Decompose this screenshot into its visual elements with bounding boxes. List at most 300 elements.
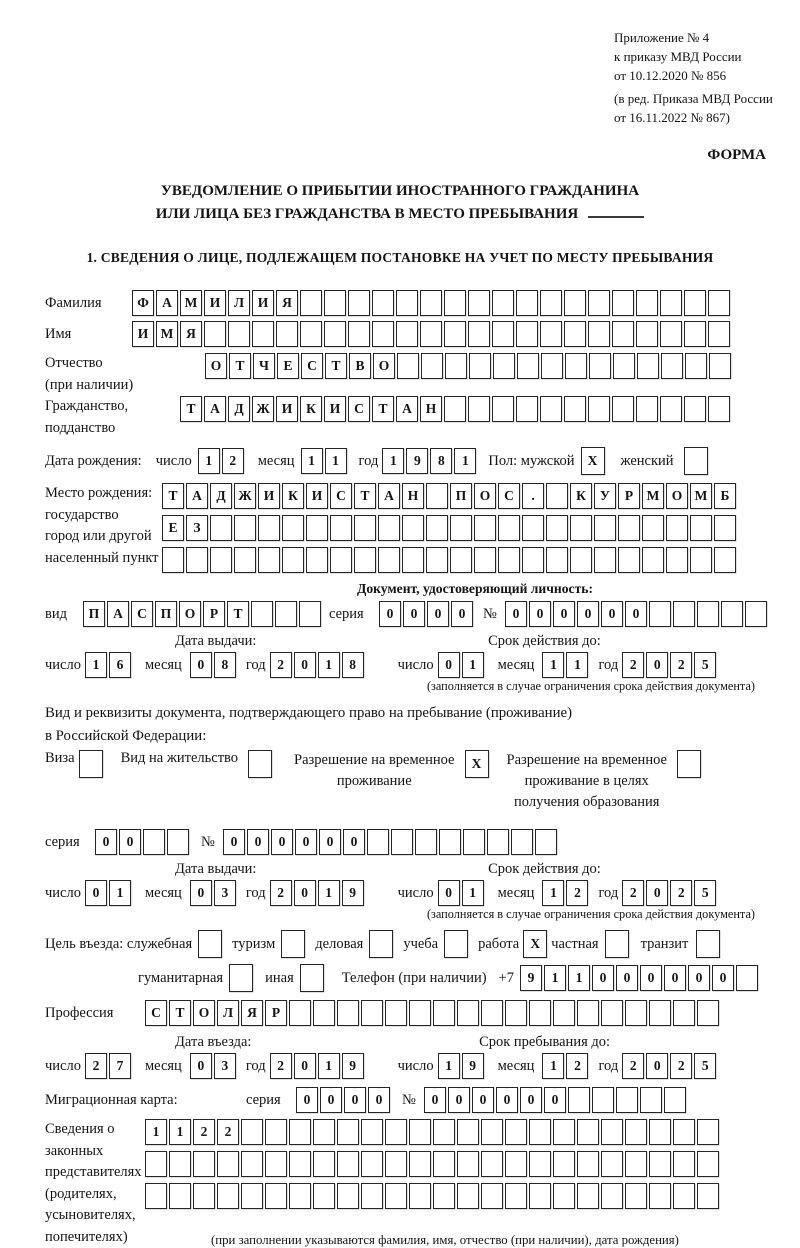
form-cell[interactable]	[204, 321, 226, 347]
form-cell[interactable]	[529, 1000, 551, 1026]
form-cell[interactable]: Р	[618, 483, 640, 509]
form-cell[interactable]	[625, 1151, 647, 1177]
form-cell[interactable]	[367, 829, 389, 855]
form-cell[interactable]	[487, 829, 509, 855]
form-cell[interactable]: 1	[145, 1119, 167, 1145]
form-cell[interactable]: А	[378, 483, 400, 509]
form-cell[interactable]	[409, 1000, 431, 1026]
form-cell[interactable]: 1	[198, 448, 220, 474]
form-cell[interactable]: С	[131, 601, 153, 627]
form-cell[interactable]: 1	[318, 880, 340, 906]
form-cell[interactable]: 9	[520, 965, 542, 991]
form-cell[interactable]: 7	[109, 1053, 131, 1079]
form-cell[interactable]	[535, 829, 557, 855]
form-cell[interactable]	[492, 321, 514, 347]
form-cell[interactable]	[439, 829, 461, 855]
form-cell[interactable]	[433, 1000, 455, 1026]
form-cell[interactable]	[577, 1183, 599, 1209]
form-cell[interactable]	[450, 547, 472, 573]
form-cell[interactable]: 0	[344, 1087, 366, 1113]
form-cell[interactable]: М	[156, 321, 178, 347]
form-cell[interactable]	[361, 1183, 383, 1209]
form-cell[interactable]	[402, 547, 424, 573]
form-cell[interactable]	[564, 396, 586, 422]
form-cell[interactable]: 2	[270, 880, 292, 906]
form-cell[interactable]	[636, 321, 658, 347]
form-cell[interactable]	[588, 321, 610, 347]
form-cell[interactable]	[481, 1119, 503, 1145]
form-cell[interactable]: И	[324, 396, 346, 422]
form-cell[interactable]	[553, 1151, 575, 1177]
form-cell[interactable]	[361, 1151, 383, 1177]
form-cell[interactable]	[463, 829, 485, 855]
form-cell[interactable]	[289, 1119, 311, 1145]
form-cell[interactable]	[258, 547, 280, 573]
form-cell[interactable]	[577, 1151, 599, 1177]
form-cell[interactable]: Е	[277, 353, 299, 379]
form-cell[interactable]	[540, 396, 562, 422]
form-cell[interactable]	[553, 1183, 575, 1209]
form-cell[interactable]: 0	[368, 1087, 390, 1113]
form-cell[interactable]: И	[204, 290, 226, 316]
form-cell[interactable]	[708, 290, 730, 316]
form-cell[interactable]: 0	[343, 829, 365, 855]
form-cell[interactable]	[306, 547, 328, 573]
form-cell[interactable]	[568, 1087, 590, 1113]
form-cell[interactable]	[444, 321, 466, 347]
form-cell[interactable]: 1	[318, 652, 340, 678]
form-cell[interactable]: С	[330, 483, 352, 509]
form-cell[interactable]: О	[179, 601, 201, 627]
form-cell[interactable]	[517, 353, 539, 379]
form-cell[interactable]	[511, 829, 533, 855]
form-cell[interactable]: О	[193, 1000, 215, 1026]
form-cell[interactable]: 0	[472, 1087, 494, 1113]
form-cell[interactable]	[169, 1151, 191, 1177]
form-cell[interactable]	[300, 964, 324, 992]
form-cell[interactable]: Б	[714, 483, 736, 509]
form-cell[interactable]: 2	[622, 1053, 644, 1079]
form-cell[interactable]: 5	[694, 880, 716, 906]
form-cell[interactable]	[529, 1151, 551, 1177]
form-cell[interactable]	[468, 290, 490, 316]
form-cell[interactable]	[492, 396, 514, 422]
form-cell[interactable]	[677, 750, 701, 778]
form-cell[interactable]: 3	[214, 1053, 236, 1079]
form-cell[interactable]: 0	[190, 880, 212, 906]
form-cell[interactable]: Е	[162, 515, 184, 541]
form-cell[interactable]: Р	[265, 1000, 287, 1026]
form-cell[interactable]: 2	[270, 1053, 292, 1079]
form-cell[interactable]	[673, 1183, 695, 1209]
form-cell[interactable]	[697, 1119, 719, 1145]
form-cell[interactable]	[594, 515, 616, 541]
form-cell[interactable]: 9	[462, 1053, 484, 1079]
form-cell[interactable]	[397, 353, 419, 379]
form-cell[interactable]	[468, 321, 490, 347]
form-cell[interactable]	[372, 321, 394, 347]
form-cell[interactable]: 0	[505, 601, 527, 627]
form-cell[interactable]	[505, 1151, 527, 1177]
form-cell[interactable]	[234, 547, 256, 573]
form-cell[interactable]	[426, 515, 448, 541]
form-cell[interactable]	[324, 290, 346, 316]
form-cell[interactable]	[313, 1151, 335, 1177]
form-cell[interactable]	[708, 321, 730, 347]
form-cell[interactable]: О	[373, 353, 395, 379]
form-cell[interactable]: Т	[372, 396, 394, 422]
form-cell[interactable]	[265, 1119, 287, 1145]
form-cell[interactable]	[661, 353, 683, 379]
form-cell[interactable]: Т	[162, 483, 184, 509]
form-cell[interactable]	[540, 290, 562, 316]
form-cell[interactable]: 0	[403, 601, 425, 627]
form-cell[interactable]	[505, 1183, 527, 1209]
form-cell[interactable]: 1	[325, 448, 347, 474]
form-cell[interactable]	[642, 547, 664, 573]
form-cell[interactable]	[354, 515, 376, 541]
form-cell[interactable]: А	[156, 290, 178, 316]
form-cell[interactable]	[721, 601, 743, 627]
form-cell[interactable]	[564, 321, 586, 347]
form-cell[interactable]	[636, 290, 658, 316]
form-cell[interactable]	[433, 1119, 455, 1145]
form-cell[interactable]: 0	[247, 829, 269, 855]
form-cell[interactable]	[433, 1183, 455, 1209]
form-cell[interactable]	[690, 547, 712, 573]
form-cell[interactable]: 2	[85, 1053, 107, 1079]
form-cell[interactable]	[378, 547, 400, 573]
form-cell[interactable]: 0	[294, 1053, 316, 1079]
form-cell[interactable]	[361, 1000, 383, 1026]
form-cell[interactable]	[481, 1151, 503, 1177]
form-cell[interactable]: З	[186, 515, 208, 541]
form-cell[interactable]	[498, 547, 520, 573]
form-cell[interactable]	[605, 930, 629, 958]
form-cell[interactable]	[469, 353, 491, 379]
form-cell[interactable]	[241, 1151, 263, 1177]
form-cell[interactable]	[162, 547, 184, 573]
form-cell[interactable]	[313, 1183, 335, 1209]
form-cell[interactable]	[564, 290, 586, 316]
form-cell[interactable]	[673, 601, 695, 627]
form-cell[interactable]	[167, 829, 189, 855]
form-cell[interactable]	[618, 515, 640, 541]
form-cell[interactable]: 0	[296, 1087, 318, 1113]
form-cell[interactable]: 1	[568, 965, 590, 991]
form-cell[interactable]: 0	[295, 829, 317, 855]
form-cell[interactable]: С	[301, 353, 323, 379]
form-cell[interactable]	[684, 290, 706, 316]
form-cell[interactable]	[612, 321, 634, 347]
form-cell[interactable]: 0	[95, 829, 117, 855]
form-cell[interactable]	[409, 1119, 431, 1145]
form-cell[interactable]: 0	[379, 601, 401, 627]
form-cell[interactable]	[396, 321, 418, 347]
form-cell[interactable]: П	[155, 601, 177, 627]
form-cell[interactable]: 0	[688, 965, 710, 991]
form-cell[interactable]: 2	[622, 880, 644, 906]
form-cell[interactable]	[210, 547, 232, 573]
form-cell[interactable]	[241, 1183, 263, 1209]
form-cell[interactable]	[354, 547, 376, 573]
form-cell[interactable]	[589, 353, 611, 379]
form-cell[interactable]	[594, 547, 616, 573]
form-cell[interactable]: Ф	[132, 290, 154, 316]
form-cell[interactable]: 0	[190, 652, 212, 678]
form-cell[interactable]	[198, 930, 222, 958]
form-cell[interactable]	[234, 515, 256, 541]
form-cell[interactable]	[402, 515, 424, 541]
form-cell[interactable]: М	[690, 483, 712, 509]
form-cell[interactable]	[391, 829, 413, 855]
form-cell[interactable]: 0	[646, 880, 668, 906]
form-cell[interactable]	[248, 750, 272, 778]
form-cell[interactable]: К	[282, 483, 304, 509]
form-cell[interactable]: А	[396, 396, 418, 422]
form-cell[interactable]	[601, 1119, 623, 1145]
form-cell[interactable]	[625, 1119, 647, 1145]
form-cell[interactable]	[660, 396, 682, 422]
form-cell[interactable]: Д	[210, 483, 232, 509]
form-cell[interactable]: 5	[694, 652, 716, 678]
form-cell[interactable]: А	[204, 396, 226, 422]
form-cell[interactable]: 0	[85, 880, 107, 906]
form-cell[interactable]	[193, 1183, 215, 1209]
form-cell[interactable]: 2	[670, 652, 692, 678]
form-cell[interactable]: 0	[448, 1087, 470, 1113]
form-cell[interactable]	[553, 1119, 575, 1145]
form-cell[interactable]	[649, 1119, 671, 1145]
form-cell[interactable]: 1	[542, 652, 564, 678]
form-cell[interactable]	[546, 483, 568, 509]
form-cell[interactable]	[385, 1119, 407, 1145]
form-cell[interactable]	[210, 515, 232, 541]
form-cell[interactable]	[649, 1000, 671, 1026]
form-cell[interactable]	[481, 1000, 503, 1026]
form-cell[interactable]: С	[145, 1000, 167, 1026]
form-cell[interactable]: 0	[625, 601, 647, 627]
form-cell[interactable]	[420, 321, 442, 347]
form-cell[interactable]	[415, 829, 437, 855]
form-cell[interactable]	[282, 515, 304, 541]
form-cell[interactable]	[709, 353, 731, 379]
form-cell[interactable]: 0	[496, 1087, 518, 1113]
form-cell[interactable]	[649, 1183, 671, 1209]
form-cell[interactable]	[516, 396, 538, 422]
form-cell[interactable]	[444, 396, 466, 422]
form-cell[interactable]	[282, 547, 304, 573]
form-cell[interactable]: 2	[622, 652, 644, 678]
form-cell[interactable]	[289, 1000, 311, 1026]
form-cell[interactable]: Т	[227, 601, 249, 627]
form-cell[interactable]	[275, 601, 297, 627]
form-cell[interactable]: 8	[342, 652, 364, 678]
form-cell[interactable]	[337, 1183, 359, 1209]
form-cell[interactable]: 0	[190, 1053, 212, 1079]
form-cell[interactable]	[516, 290, 538, 316]
form-cell[interactable]: 1	[301, 448, 323, 474]
form-cell[interactable]: У	[594, 483, 616, 509]
form-cell[interactable]: 0	[271, 829, 293, 855]
form-cell[interactable]	[265, 1183, 287, 1209]
form-cell[interactable]	[409, 1183, 431, 1209]
form-cell[interactable]	[348, 321, 370, 347]
form-cell[interactable]: Я	[276, 290, 298, 316]
form-cell[interactable]: Н	[420, 396, 442, 422]
form-cell[interactable]: 1	[462, 880, 484, 906]
form-cell[interactable]	[660, 290, 682, 316]
form-cell[interactable]: 9	[406, 448, 428, 474]
form-cell[interactable]: 0	[320, 1087, 342, 1113]
form-cell[interactable]	[420, 290, 442, 316]
form-cell[interactable]	[505, 1119, 527, 1145]
form-cell[interactable]: 0	[601, 601, 623, 627]
form-cell[interactable]	[300, 321, 322, 347]
form-cell[interactable]: 0	[529, 601, 551, 627]
form-cell[interactable]	[313, 1119, 335, 1145]
form-cell[interactable]	[613, 353, 635, 379]
form-cell[interactable]	[649, 601, 671, 627]
form-cell[interactable]: 1	[462, 652, 484, 678]
form-cell[interactable]: 0	[424, 1087, 446, 1113]
form-cell[interactable]	[265, 1151, 287, 1177]
form-cell[interactable]	[649, 1151, 671, 1177]
form-cell[interactable]: Л	[228, 290, 250, 316]
form-cell[interactable]	[468, 396, 490, 422]
form-cell[interactable]: С	[348, 396, 370, 422]
form-cell[interactable]	[361, 1119, 383, 1145]
form-cell[interactable]	[289, 1151, 311, 1177]
form-cell[interactable]	[618, 547, 640, 573]
form-cell[interactable]	[516, 321, 538, 347]
form-cell[interactable]	[369, 930, 393, 958]
form-cell[interactable]: А	[186, 483, 208, 509]
form-cell[interactable]: И	[132, 321, 154, 347]
form-cell[interactable]: 2	[670, 1053, 692, 1079]
form-cell[interactable]: 1	[542, 880, 564, 906]
form-cell[interactable]: 2	[270, 652, 292, 678]
form-cell[interactable]	[570, 547, 592, 573]
form-cell[interactable]	[642, 515, 664, 541]
form-cell[interactable]	[145, 1183, 167, 1209]
form-cell[interactable]: Л	[217, 1000, 239, 1026]
form-cell[interactable]	[696, 930, 720, 958]
form-cell[interactable]: П	[83, 601, 105, 627]
form-cell[interactable]: 8	[214, 652, 236, 678]
form-cell[interactable]: 1	[109, 880, 131, 906]
form-cell[interactable]: Н	[402, 483, 424, 509]
form-cell[interactable]	[276, 321, 298, 347]
form-cell[interactable]: X	[581, 447, 605, 475]
form-cell[interactable]	[143, 829, 165, 855]
form-cell[interactable]	[426, 483, 448, 509]
form-cell[interactable]	[385, 1151, 407, 1177]
form-cell[interactable]: .	[522, 483, 544, 509]
form-cell[interactable]	[636, 396, 658, 422]
form-cell[interactable]	[474, 547, 496, 573]
form-cell[interactable]: И	[276, 396, 298, 422]
form-cell[interactable]: Т	[354, 483, 376, 509]
form-cell[interactable]	[697, 1151, 719, 1177]
form-cell[interactable]: Т	[229, 353, 251, 379]
form-cell[interactable]: 0	[294, 652, 316, 678]
form-cell[interactable]	[450, 515, 472, 541]
form-cell[interactable]: X	[523, 930, 547, 958]
form-cell[interactable]	[714, 547, 736, 573]
form-cell[interactable]: В	[349, 353, 371, 379]
form-cell[interactable]	[433, 1151, 455, 1177]
form-cell[interactable]	[666, 515, 688, 541]
form-cell[interactable]	[79, 750, 103, 778]
form-cell[interactable]	[612, 396, 634, 422]
form-cell[interactable]	[378, 515, 400, 541]
form-cell[interactable]: Т	[169, 1000, 191, 1026]
form-cell[interactable]	[588, 290, 610, 316]
form-cell[interactable]: 0	[592, 965, 614, 991]
form-cell[interactable]: 1	[454, 448, 476, 474]
form-cell[interactable]: М	[180, 290, 202, 316]
form-cell[interactable]	[217, 1183, 239, 1209]
form-cell[interactable]	[396, 290, 418, 316]
form-cell[interactable]	[251, 601, 273, 627]
form-cell[interactable]: 8	[430, 448, 452, 474]
form-cell[interactable]	[684, 321, 706, 347]
form-cell[interactable]	[736, 965, 758, 991]
form-cell[interactable]	[457, 1000, 479, 1026]
form-cell[interactable]	[505, 1000, 527, 1026]
form-cell[interactable]	[186, 547, 208, 573]
form-cell[interactable]: К	[300, 396, 322, 422]
form-cell[interactable]	[592, 1087, 614, 1113]
form-cell[interactable]: 0	[712, 965, 734, 991]
form-cell[interactable]: О	[205, 353, 227, 379]
form-cell[interactable]: 0	[438, 652, 460, 678]
form-cell[interactable]	[697, 1183, 719, 1209]
form-cell[interactable]	[673, 1151, 695, 1177]
form-cell[interactable]	[565, 353, 587, 379]
form-cell[interactable]: 2	[670, 880, 692, 906]
form-cell[interactable]	[444, 930, 468, 958]
form-cell[interactable]	[300, 290, 322, 316]
form-cell[interactable]: X	[465, 750, 489, 778]
form-cell[interactable]	[625, 1000, 647, 1026]
form-cell[interactable]	[637, 353, 659, 379]
form-cell[interactable]: 2	[566, 1053, 588, 1079]
form-cell[interactable]	[313, 1000, 335, 1026]
form-cell[interactable]	[546, 515, 568, 541]
form-cell[interactable]	[348, 290, 370, 316]
form-cell[interactable]: 1	[85, 652, 107, 678]
form-cell[interactable]	[474, 515, 496, 541]
form-cell[interactable]	[553, 1000, 575, 1026]
form-cell[interactable]: 1	[169, 1119, 191, 1145]
form-cell[interactable]	[666, 547, 688, 573]
form-cell[interactable]	[529, 1119, 551, 1145]
form-cell[interactable]	[306, 515, 328, 541]
form-cell[interactable]	[445, 353, 467, 379]
form-cell[interactable]	[570, 515, 592, 541]
form-cell[interactable]	[498, 515, 520, 541]
form-cell[interactable]	[145, 1151, 167, 1177]
form-cell[interactable]: М	[642, 483, 664, 509]
form-cell[interactable]	[385, 1000, 407, 1026]
form-cell[interactable]: 9	[342, 1053, 364, 1079]
form-cell[interactable]: 9	[342, 880, 364, 906]
form-cell[interactable]	[421, 353, 443, 379]
form-cell[interactable]: 2	[566, 880, 588, 906]
form-cell[interactable]: Р	[203, 601, 225, 627]
